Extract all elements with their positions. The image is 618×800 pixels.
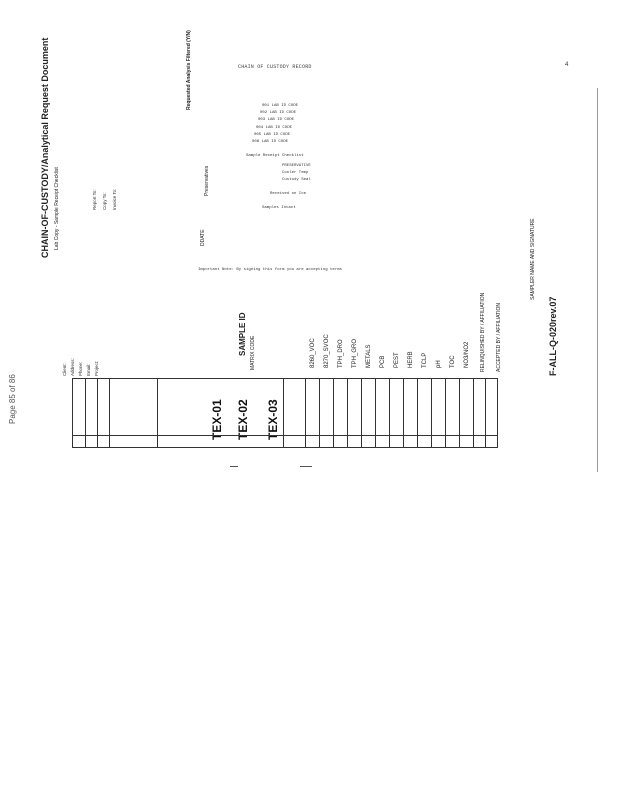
right-field: PRESERVATIVE <box>282 164 311 168</box>
relinquished-label: RELINQUISHED BY / AFFILIATION <box>480 292 486 372</box>
analysis-col: 8270_SVOC <box>324 334 330 368</box>
scan-mark <box>230 466 238 467</box>
analysis-col: METALS <box>366 344 372 368</box>
grid-col-line <box>333 379 334 447</box>
analysis-col: PEST <box>394 352 400 368</box>
important-note: Important Note: By signing this form you are accepting terms <box>198 268 343 272</box>
page-code: DDATE <box>200 229 206 246</box>
copy-to-field: Copy To: <box>102 192 107 210</box>
header-line: CHAIN OF CUSTODY RECORD <box>238 64 312 70</box>
grid-col-line <box>109 379 110 447</box>
analysis-col: PCB <box>380 355 386 368</box>
sample-row: TEX-01 <box>210 399 224 440</box>
list-line: 002 LAB ID CODE <box>260 111 297 115</box>
report-to-field: Report To: <box>92 189 97 210</box>
form-number: F-ALL-Q-020rev.07 <box>548 296 558 376</box>
grid-col-line <box>283 379 284 447</box>
analysis-col: 8260_VOC <box>310 338 316 368</box>
analysis-col: HERB <box>408 351 414 368</box>
sample-grid <box>72 378 498 448</box>
grid-col-line <box>97 379 98 447</box>
grid-col-line <box>347 379 348 447</box>
sample-id-label: SAMPLE ID <box>238 312 247 356</box>
analysis-col: TPH_GRO <box>352 338 358 368</box>
matrix-label: MATRIX CODE <box>250 335 256 370</box>
grid-col-line <box>431 379 432 447</box>
grid-col-line <box>485 379 486 447</box>
scan-mark <box>300 466 312 467</box>
list-line: 003 LAB ID CODE <box>258 118 295 122</box>
grid-col-line <box>459 379 460 447</box>
grid-col-line <box>305 379 306 447</box>
invoice-to-field: Invoice To: <box>112 188 117 210</box>
analysis-col: TPH_DRO <box>338 339 344 368</box>
signature-label: SAMPLER NAME AND SIGNATURE <box>530 218 536 300</box>
analysis-col: NO3/NO2 <box>464 341 470 368</box>
right-field: Cooler Temp <box>282 171 309 175</box>
analysis-col: TOC <box>450 355 456 368</box>
page-counter: Page 85 of 86 <box>8 374 17 424</box>
analysis-col: pH <box>436 360 442 368</box>
analysis-col: TCLP <box>422 352 428 368</box>
grid-col-line <box>417 379 418 447</box>
grid-col-line <box>445 379 446 447</box>
grid-row-line <box>73 435 497 436</box>
scan-edge <box>597 88 598 472</box>
right-field: Samples Intact <box>262 206 296 210</box>
grid-col-line <box>473 379 474 447</box>
list-line: Sample Receipt Checklist <box>246 154 304 158</box>
sample-row: TEX-02 <box>236 399 250 440</box>
grid-col-line <box>375 379 376 447</box>
sample-row: TEX-03 <box>266 399 280 440</box>
form-subtitle: Lab Copy - Sample Receipt Checklist <box>54 167 60 250</box>
list-line: 001 LAB ID CODE <box>262 104 299 108</box>
preservatives-label: Preservatives <box>204 165 210 196</box>
accepted-label: ACCEPTED BY / AFFILIATION <box>496 303 502 372</box>
requested-analysis-label: Requested Analysis Filtered (Y/N) <box>186 30 192 110</box>
form-title: CHAIN-OF-CUSTODY/Analytical Request Document <box>40 37 50 258</box>
page-number: 4 <box>565 62 569 68</box>
grid-col-line <box>389 379 390 447</box>
grid-col-line <box>157 379 158 447</box>
email-field: Email: <box>86 363 91 376</box>
grid-col-line <box>361 379 362 447</box>
address-field: Address: <box>70 358 75 376</box>
right-field: Custody Seal <box>282 178 311 182</box>
grid-col-line <box>85 379 86 447</box>
client-field: Client: <box>62 363 67 376</box>
list-line: 006 LAB ID CODE <box>252 140 289 144</box>
grid-col-line <box>403 379 404 447</box>
right-field: Received on Ice <box>270 192 307 196</box>
phone-field: Phone: <box>78 361 83 376</box>
grid-col-line <box>319 379 320 447</box>
list-line: 004 LAB ID CODE <box>256 126 293 130</box>
project-field: Project: <box>94 360 99 376</box>
list-line: 005 LAB ID CODE <box>254 133 291 137</box>
